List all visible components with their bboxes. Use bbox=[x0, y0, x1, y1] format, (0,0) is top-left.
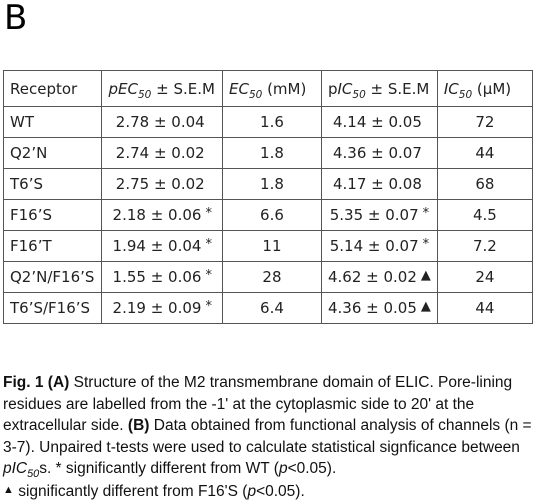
cell-receptor: T6’S bbox=[4, 169, 102, 200]
pec50-significance-mark: * bbox=[205, 299, 212, 314]
pic50-significance-mark: ▲ bbox=[420, 299, 431, 314]
cell-receptor: Q2’N/F16’S bbox=[4, 262, 102, 293]
results-table bbox=[3, 70, 533, 324]
cell-pic50-value: 4.36 ± 0.05 bbox=[327, 299, 417, 317]
cell-ec50: 1.8 bbox=[222, 169, 321, 200]
cell-pec50 bbox=[102, 200, 223, 231]
cell-ic50: 44 bbox=[437, 138, 532, 169]
pic50-significance-mark: * bbox=[422, 237, 430, 252]
cell-receptor: F16’T bbox=[4, 231, 102, 262]
table-row bbox=[4, 200, 533, 231]
cell-pic50 bbox=[321, 200, 437, 231]
cell-pec50-value: 2.74 ± 0.02 bbox=[115, 144, 205, 162]
p-value-1: <0.05). bbox=[287, 460, 337, 477]
part-a-text: Structure of the M2 transmembrane domain of ELIC. Pore-lining residues are labelled from the -1' at the cytoplasmic side to 20' at the extracellular side. bbox=[3, 374, 513, 434]
part-b-text: Data obtained from functional analysis of channels (n = 3-7). Unpaired t-tests were used to calculate statistical signficance between bbox=[3, 417, 532, 456]
cell-pic50-value: 4.14 ± 0.05 bbox=[332, 113, 422, 131]
cell-ec50: 11 bbox=[222, 231, 321, 262]
cell-pic50 bbox=[321, 169, 437, 200]
pec50-significance-mark: * bbox=[205, 268, 212, 283]
header-pic50-post: ± S.E.M bbox=[365, 79, 430, 98]
header-pec50-post: ± S.E.M bbox=[151, 79, 215, 98]
cell-receptor: Q2’N bbox=[4, 138, 102, 169]
cell-pec50-value: 2.75 ± 0.02 bbox=[115, 175, 205, 193]
header-ec50-pre: EC bbox=[228, 79, 249, 98]
cell-pec50-value: 1.55 ± 0.06 bbox=[112, 268, 202, 286]
part-b-label: (B) bbox=[127, 417, 150, 434]
pic50-term-sub: 50 bbox=[27, 468, 40, 481]
cell-pic50-value: 4.36 ± 0.07 bbox=[332, 144, 422, 162]
cell-pic50 bbox=[321, 138, 437, 169]
cell-pic50-value: 4.17 ± 0.08 bbox=[332, 175, 422, 193]
figure-caption bbox=[3, 372, 537, 502]
cell-pic50 bbox=[321, 231, 437, 262]
cell-pec50-value: 2.18 ± 0.06 bbox=[112, 206, 202, 224]
cell-receptor: T6’S/F16’S bbox=[4, 293, 102, 324]
header-pec50-sub: 50 bbox=[137, 88, 152, 101]
header-receptor bbox=[4, 71, 102, 107]
cell-pic50 bbox=[321, 107, 437, 138]
cell-ic50: 44 bbox=[437, 293, 532, 324]
figure-label: Fig. 1 bbox=[3, 374, 44, 391]
cell-ec50: 1.8 bbox=[222, 138, 321, 169]
table-row bbox=[4, 262, 533, 293]
cell-receptor: F16’S bbox=[4, 200, 102, 231]
cell-pec50 bbox=[102, 138, 223, 169]
header-pec50 bbox=[102, 71, 223, 107]
header-ec50 bbox=[222, 71, 321, 107]
pic50-significance-mark: ▲ bbox=[420, 268, 431, 283]
cell-ic50: 7.2 bbox=[437, 231, 532, 262]
p-value-2: <0.05). bbox=[256, 482, 305, 500]
p-symbol-2: p bbox=[247, 482, 257, 500]
header-receptor-text: Receptor bbox=[10, 79, 78, 98]
cell-ec50: 6.6 bbox=[222, 200, 321, 231]
caption-asterisk-note: s. * significantly different from WT ( bbox=[39, 460, 279, 477]
triangle-marker: ▲ bbox=[3, 483, 14, 496]
cell-ic50: 4.5 bbox=[437, 200, 532, 231]
header-ic50 bbox=[437, 71, 532, 107]
header-pec50-pre: pEC bbox=[108, 79, 138, 98]
header-ic50-pre: IC bbox=[443, 79, 459, 98]
cell-pec50 bbox=[102, 293, 223, 324]
header-ic50-sub: 50 bbox=[458, 88, 473, 101]
table-row bbox=[4, 293, 533, 324]
header-pic50-sub: 50 bbox=[352, 88, 366, 101]
table-row bbox=[4, 231, 533, 262]
header-pic50: pIC$_{50}$ ± S.E.M bbox=[321, 71, 437, 107]
table-row bbox=[4, 169, 533, 200]
cell-receptor: WT bbox=[4, 107, 102, 138]
pec50-significance-mark: * bbox=[205, 206, 212, 221]
cell-pic50-value: 5.35 ± 0.07 bbox=[329, 206, 419, 224]
caption-triangle-note: significantly different from F16'S ( bbox=[13, 482, 248, 500]
cell-ic50: 24 bbox=[437, 262, 532, 293]
table-row bbox=[4, 138, 533, 169]
cell-pic50 bbox=[321, 262, 437, 293]
cell-pec50-value: 2.78 ± 0.04 bbox=[115, 113, 205, 131]
pic50-significance-mark: * bbox=[422, 206, 430, 221]
cell-pec50 bbox=[102, 107, 223, 138]
cell-pec50 bbox=[102, 262, 223, 293]
p-symbol-1: p bbox=[278, 460, 288, 477]
pic50-term: pIC bbox=[3, 460, 28, 477]
cell-ec50: 1.6 bbox=[222, 107, 321, 138]
header-row bbox=[4, 71, 533, 107]
cell-pec50-value: 2.19 ± 0.09 bbox=[112, 299, 202, 317]
cell-pic50 bbox=[321, 293, 437, 324]
cell-ic50: 68 bbox=[437, 169, 532, 200]
cell-ic50: 72 bbox=[437, 107, 532, 138]
cell-pec50-value: 1.94 ± 0.04 bbox=[112, 237, 202, 255]
cell-pic50-value: 5.14 ± 0.07 bbox=[329, 237, 419, 255]
header-ic50-post: (μM) bbox=[472, 79, 512, 98]
table-row bbox=[4, 107, 533, 138]
panel-label: B bbox=[4, 0, 28, 38]
cell-pic50-value: 4.62 ± 0.02 bbox=[327, 268, 417, 286]
cell-ec50: 28 bbox=[222, 262, 321, 293]
cell-ec50: 6.4 bbox=[222, 293, 321, 324]
header-ec50-post: (mM) bbox=[262, 79, 307, 98]
pec50-significance-mark: * bbox=[205, 237, 212, 252]
header-ec50-sub: 50 bbox=[248, 88, 263, 101]
cell-pec50 bbox=[102, 169, 223, 200]
cell-pec50 bbox=[102, 231, 223, 262]
part-a-label: (A) bbox=[47, 374, 70, 391]
